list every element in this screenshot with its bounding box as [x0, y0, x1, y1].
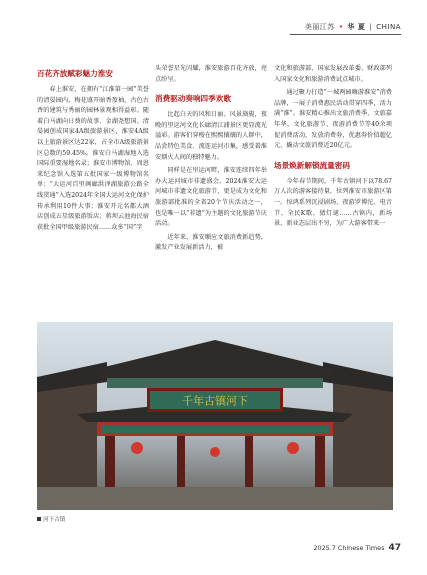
paragraph: 同样是在里运河畔，淮安连续四年举办大运河城市非遗盛会。2024淮安大运河城市非遗文化旅游节，更是成为文化和旅游部批准的全省20个节庆活动之一，也是唯一以“非遗”为主题的文化旅游节庆活动。: [155, 167, 267, 228]
column-1: [37, 68, 149, 236]
photo-caption: [37, 515, 65, 523]
paragraph: 春上淮安，在拥有“江淮第一园”美誉的清晏园内，梅花盛开暗香盈袖，古色古香的建筑与秀丽的园林景观相得益彰。随着白马湖向日葵的故事、金湖尧想国、清晏园创成国家4A级旅游景区，淮安4A级以上旅游景区达22家，占全市A级旅游景区总数的59.45%。淮安白马湖湿地入选国际重要湿地名录；淮安市博物馆、周恩来纪念馆入选第五批国家一级博物馆名单；“大运河百里画廊洪泽湖旅游公路全线贯通”入选2024年全国大运河文化保护传承利用10件大事；淮安开元名都大酒店创成五星级旅游饭店；蒋坝云池海民宿获批全国甲级旅游民宿……众多“国”字: [37, 86, 149, 231]
section-heading-3: 场景焕新解锁流量密码: [274, 160, 350, 170]
header-rule: [290, 34, 401, 35]
paragraph: 比起白天的风和日丽、风景旖旎，夜晚的里运河文化长廊清江浦景区更显流光溢彩。游客们穿梭在熙熙攘攘的人群中，品尝特色美食、流连运河市集，感受着淮安烟火人间的独特魅力。: [155, 111, 267, 161]
gate-sign-text: 千年古镇河下: [182, 394, 248, 408]
magazine-lang: CHINA: [376, 23, 401, 31]
paragraph: 近年来，淮安顺应文旅消费新趋势，激发产业发展新活力，被: [155, 233, 267, 252]
column-3: [274, 64, 392, 233]
caption-marker: [37, 517, 41, 521]
gate-illustration: [37, 322, 393, 510]
page-header: 美丽江苏 • 华 夏 | CHINA: [304, 23, 401, 31]
caption-text: 河下古镇: [43, 517, 66, 523]
section-heading-2: 消费驱动奏响四季欢歌: [155, 94, 231, 104]
paragraph: 文化和旅游部、国家发展改革委、财政部列入国家文化和旅游消费试点城市。: [274, 65, 392, 83]
paragraph: 头荣誉星光闪耀，淮安旅游百花齐放，亮点纷呈。: [155, 65, 267, 83]
section-name: 美丽江苏: [304, 23, 335, 31]
column-2: [155, 64, 267, 257]
issue-number: 2025.7: [313, 544, 336, 552]
section-heading-1: 百花齐放赋彩魅力淮安: [37, 69, 113, 78]
ancient-town-photo: [37, 322, 393, 510]
page-footer: [313, 543, 401, 553]
magazine-name: 华 夏: [347, 23, 366, 31]
paragraph: 今年春节期间，千年古镇河下以78.67万人次的游客接待量，位列淮安市旅游区第一。惊鸿系列沉浸剧场、夜游罗博沱、电音节、全民K歌、猜灯谜……古镇内，新场景、新业态层出不穷，为广大游客带来一: [274, 177, 392, 228]
page-number: 47: [388, 543, 401, 553]
paragraph: 通过聚力打造“一城两园嗨游淮安”消费品牌，一展子消费惠民活动贯穿四季，活力满“淮”。淮安精心推出文旅消费季、文旅嘉年华、文化旅游节、夜游消费节等40余项促消费活动，发放消费券，优惠券价值超亿元，撬动文旅消费近20亿元。: [274, 89, 392, 150]
footer-magazine: Chinese Times: [337, 544, 385, 552]
